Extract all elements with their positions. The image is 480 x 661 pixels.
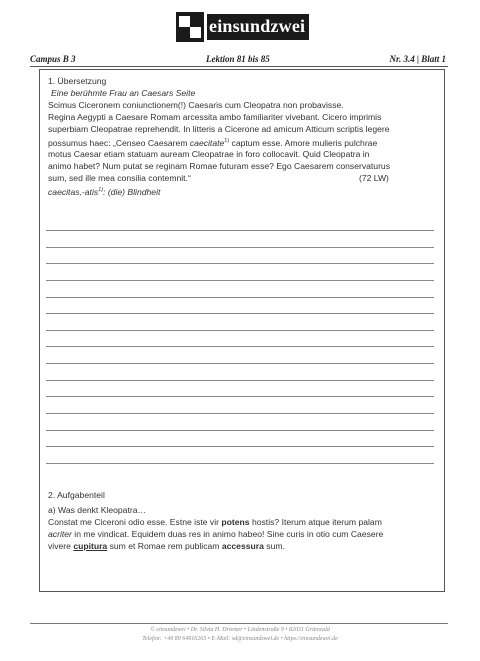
header-lesson: Lektion 81 bis 85	[206, 54, 270, 64]
latin-line: animo habet? Num putat se reginam Romae futuram esse? Ego Caesarem conservaturus	[48, 161, 391, 172]
footer-contact: Telefon: +49 89 64916263 • E-Mail: sd@einsundzwei.de • https://einsundzwei.de	[142, 636, 338, 642]
footer-address: © einsundzwei • Dr. Silvia H. Driemer • Lindenstraße 9 • 82031 Grünwald	[150, 627, 330, 633]
latin-line: superbiam Cleopatrae reprehendit. In litteris a Cicerone ad amicum Atticum scriptis legere	[48, 123, 390, 134]
task-line: acriter in me vindicat. Equidem duas res in animo habeo! Sine curis in otio cum Caesere	[48, 528, 384, 539]
logo-text: einsundzwei	[207, 14, 309, 40]
section-tasks	[48, 490, 438, 553]
section-translation	[48, 76, 438, 199]
footnote: caecitas,-atis$^{1)}$: (die) Blindheit	[48, 186, 161, 197]
header-sheet-number: Nr. 3.4 | Blatt 1	[389, 54, 446, 64]
header-book: Campus B 3	[30, 54, 76, 64]
header-row	[30, 52, 446, 66]
latin-line: Regina Aegypti a Caesare Romam arcessita ambo familiariter vivebant. Cicero imprimis	[48, 111, 382, 122]
latin-line: Scimus Ciceronem coniunctionem(!) Caesaris cum Cleopatra non probavisse.	[48, 99, 344, 110]
highlight-word: potens	[221, 516, 250, 527]
highlight-word: acriter	[48, 528, 72, 539]
footer-divider	[30, 623, 448, 624]
latin-line: possumus haec: „Censeo Caesarem caecitate$^{1)}$ captum esse. Amore mulieris pulchrae	[48, 137, 378, 148]
highlight-word: accessura	[221, 540, 264, 551]
word-count: (72 LW)	[359, 173, 389, 184]
task-line: vivere cupitura sum et Romae rem publicam accessura sum.	[48, 540, 285, 551]
logo	[176, 12, 309, 42]
header-divider	[30, 66, 448, 67]
highlight-word: cupitura	[73, 540, 108, 551]
answer-lines[interactable]	[46, 230, 434, 480]
section-subtitle: Eine berühmte Frau an Caesars Seite	[51, 87, 196, 98]
section-heading: 2. Aufgabenteil	[48, 490, 105, 500]
task-line: Constat me Ciceroni odio esse. Estne iste vir potens hostis? Iterum atque iterum palam	[48, 516, 382, 527]
latin-line: motus Caesar etiam statuam auream Cleopatrae in foro collocavit. Quid Cleopatra in	[48, 149, 370, 160]
footnote-term: caecitate	[189, 137, 225, 148]
task-subtitle: a) Was denkt Kleopatra…	[48, 504, 147, 515]
logo-icon	[176, 12, 204, 42]
latin-line: sum, sed ille mea consilia contemnit.“ (72 LW)	[48, 173, 389, 184]
section-heading: 1. Übersetzung	[48, 76, 107, 86]
